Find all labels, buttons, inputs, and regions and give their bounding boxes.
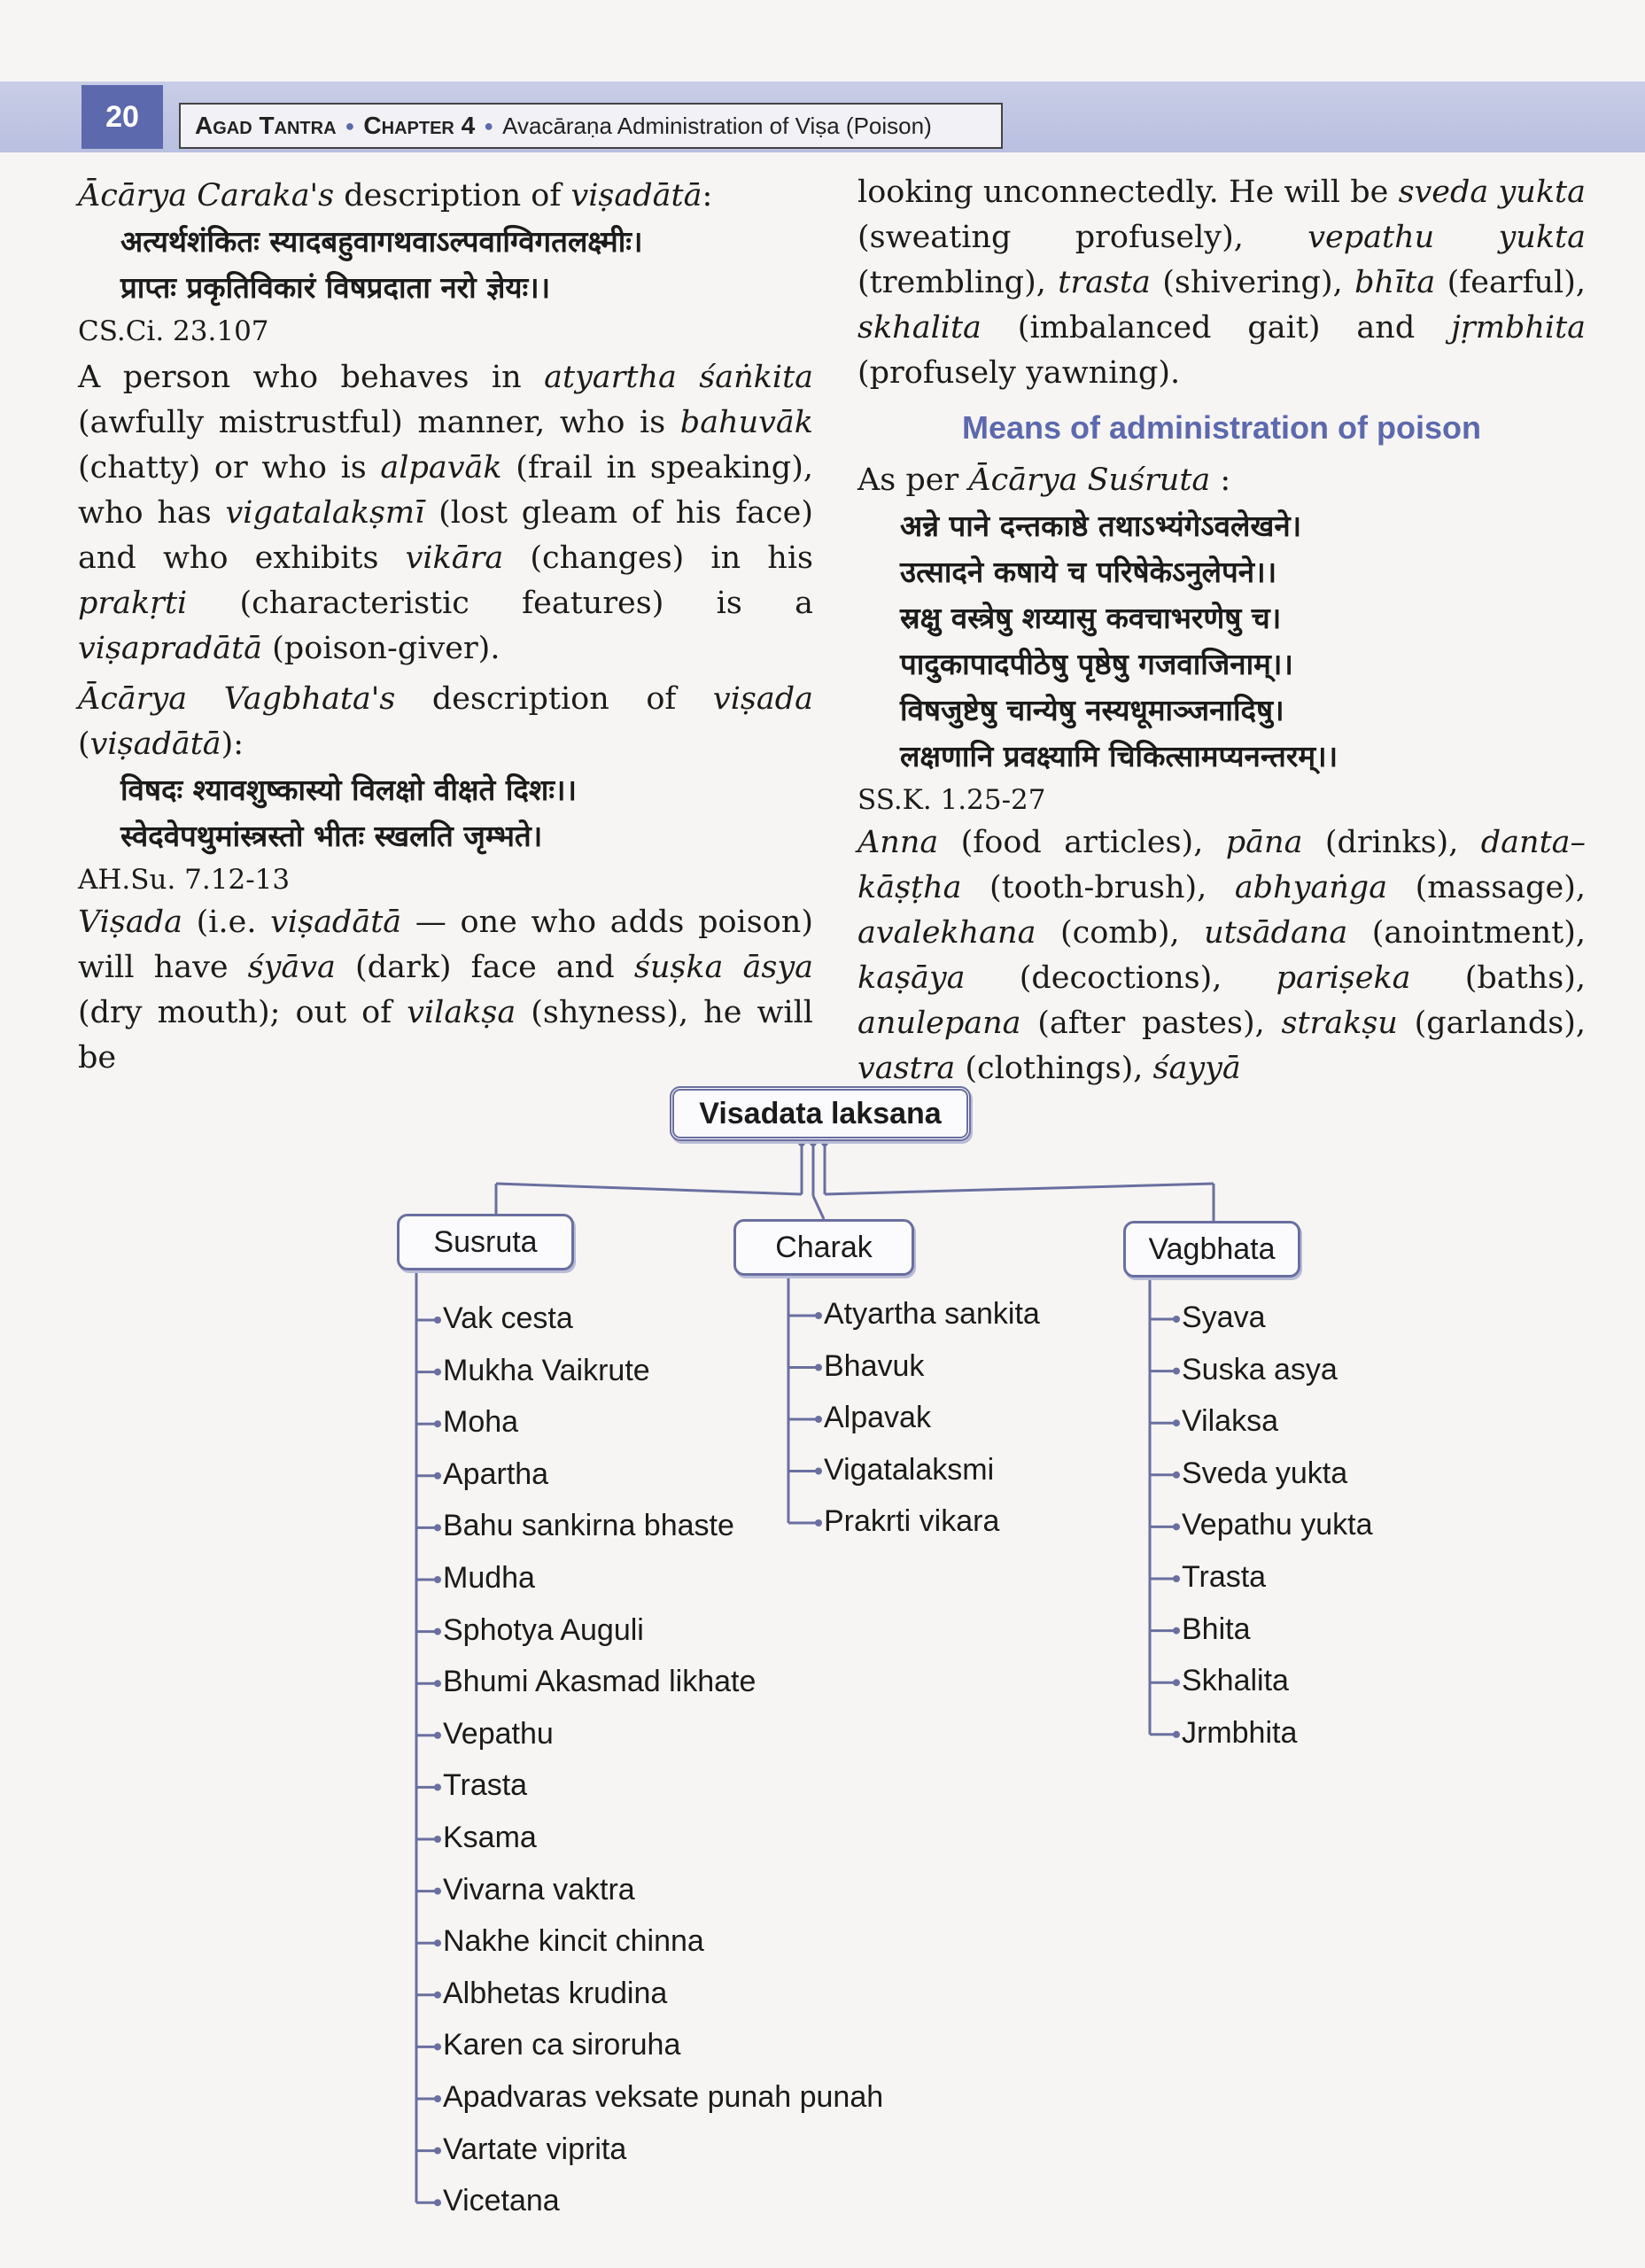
text-run: (characteristic features) is a [187, 586, 813, 621]
term-italic: vikāra [405, 540, 504, 576]
leaf-item: Bhita [1182, 1612, 1251, 1646]
left-column [78, 174, 813, 1081]
term-italic: jṛmbhita [1451, 310, 1586, 346]
leaf-item: Albhetas krudina [443, 1976, 668, 2010]
chapter-label: Chapter 4 [363, 112, 476, 139]
term-italic: viṣapradātā [78, 631, 263, 666]
text-run: (tooth-brush), [961, 870, 1235, 905]
term-italic: vilakṣa [407, 995, 516, 1030]
text-run: (baths), [1410, 960, 1586, 996]
term-italic: viṣadātā [270, 905, 402, 940]
connector-line [496, 1184, 802, 1194]
leaf-dot [434, 1680, 441, 1687]
paragraph-visapradata [78, 355, 813, 672]
paragraph-means [857, 820, 1586, 1091]
leaf-item: Syava [1182, 1301, 1266, 1334]
leaf-dot [434, 1576, 441, 1583]
text-run: (clothings), [955, 1051, 1153, 1086]
leaf-dot [434, 1317, 441, 1324]
leaf-item: Atyartha sankita [824, 1297, 1040, 1331]
leaf-dot [1173, 1419, 1180, 1426]
leaf-dot [815, 1364, 822, 1371]
sanskrit-verse-line: स्रक्षु वस्त्रेषु शय्यासु कवचाभरणेषु च। [900, 601, 1282, 635]
sanskrit-verse-line: पादुकापादपीठेषु पृष्ठेषु गजवाजिनाम्।। [900, 647, 1293, 681]
leaf-dot [1173, 1523, 1180, 1530]
branch-node-charak: Charak [733, 1219, 914, 1276]
text-run: (anointment), [1347, 915, 1586, 951]
term-italic: vigatalakṣmī [225, 495, 425, 531]
text-run: (imbalanced gait) and [981, 310, 1452, 346]
sanskrit-verse-line: लक्षणानि प्रवक्ष्यामि चिकित्सामप्यनन्तरम्।। [900, 739, 1339, 773]
text-run: (changes) in his [503, 540, 813, 576]
leaf-dot [434, 1732, 441, 1739]
text-run: looking unconnectedly. He will be [857, 175, 1399, 210]
leaf-dot [434, 1783, 441, 1790]
term-italic: prakṛti [78, 586, 188, 621]
sanskrit-verse-line: स्वेदवेपथुमांस्त्रस्तो भीतः स्खलति जृम्भते। [120, 819, 543, 853]
term-italic: śyāva [247, 950, 336, 985]
text-run: (food articles), [938, 825, 1226, 860]
term-italic: utsādana [1204, 915, 1348, 951]
leaf-dot [1173, 1575, 1180, 1582]
leaf-dot [434, 1939, 441, 1946]
term-italic: strakṣu [1281, 1006, 1398, 1041]
leaf-dot [1173, 1316, 1180, 1323]
connector-line [825, 1184, 1214, 1194]
text-run: (poison-giver). [262, 631, 500, 666]
term-italic: bahuvāk [679, 405, 813, 440]
term-italic: anulepana [857, 1006, 1021, 1041]
leaf-dot [434, 2043, 441, 2050]
text-run: (dark) face and [335, 950, 634, 985]
leaf-dot [434, 2095, 441, 2102]
connector-line [813, 1196, 824, 1219]
leaf-item: Suska asya [1182, 1352, 1338, 1386]
leaf-item: Trasta [1182, 1560, 1267, 1594]
paragraph-visada [78, 900, 813, 1081]
running-head [179, 103, 1003, 149]
leaf-dot [1173, 1472, 1180, 1479]
leaf-item: Jrmbhita [1182, 1715, 1298, 1750]
separator-dot-icon: ● [484, 116, 494, 135]
sanskrit-verse-line: उत्सादने कषाये च परिषेकेऽनुलेपने।। [900, 555, 1277, 589]
leaf-item: Trasta [443, 1768, 528, 1803]
term-italic: sveda yukta [1398, 175, 1586, 210]
text-run: (decoctions), [965, 960, 1276, 996]
leaf-dot [434, 1628, 441, 1635]
leaf-dot [434, 1472, 441, 1480]
text-run: (awfully mistrustful) manner, who is [78, 405, 680, 440]
term-italic: abhyaṅga [1234, 870, 1388, 905]
term-italic: Anna [857, 825, 939, 860]
leaf-item: Apadvaras veksate punah punah [443, 2080, 884, 2114]
leaf-dot [434, 2148, 441, 2155]
term-italic: trasta [1058, 265, 1151, 300]
text-run: (shivering), [1150, 265, 1355, 300]
term-italic: danta– kāṣṭha [857, 825, 1586, 905]
leaf-item: Vigatalaksmi [824, 1452, 995, 1487]
leaf-dot [815, 1468, 822, 1475]
text-run: (comb), [1036, 915, 1205, 951]
leaf-dot [434, 1992, 441, 1999]
leaf-item: Mukha Vaikrute [443, 1353, 650, 1387]
text-run: (frail in speaking), who has [78, 450, 813, 531]
text-run: (profusely yawning). [857, 355, 1181, 391]
term-italic: pāna [1225, 825, 1303, 860]
text-run: (fearful), [1435, 265, 1587, 300]
term-italic: alpavāk [380, 450, 502, 485]
leaf-item: Prakrti vikara [824, 1504, 1000, 1538]
term-italic: skhalita [857, 310, 982, 346]
leaf-dot [434, 2199, 441, 2206]
leaf-item: Bhavuk [824, 1348, 925, 1383]
term-italic: vepathu yukta [1307, 220, 1586, 255]
leaf-item: Skhalita [1182, 1664, 1289, 1698]
leaf-dot [434, 1836, 441, 1843]
sanskrit-verse-line: विषदः श्यावशुष्कास्यो विलक्षो वीक्षते दिशः।। [120, 773, 578, 807]
leaf-item: Apartha [443, 1456, 549, 1491]
leaf-item: Bahu sankirna bhaste [443, 1509, 734, 1543]
leaf-item: Vepathu [443, 1716, 554, 1751]
branch-node-susruta: Susruta [397, 1214, 574, 1270]
text-run: (i.e. [182, 905, 271, 940]
branch-node-vagbhata: Vagbhata [1123, 1221, 1300, 1278]
leaf-dot [1173, 1627, 1180, 1635]
text-run: (sweating profusely), [857, 220, 1308, 255]
text-run: (trembling), [857, 265, 1059, 300]
page-number: 20 [81, 85, 163, 149]
leaf-dot [815, 1519, 822, 1526]
leaf-dot [434, 1524, 441, 1531]
leaf-dot [815, 1416, 822, 1423]
sanskrit-verse [857, 503, 1586, 780]
term-italic: kaṣāya [857, 960, 966, 996]
leaf-dot [1173, 1679, 1180, 1686]
text-run: (chatty) or who is [78, 450, 381, 485]
citation: CS.Ci. 23.107 [78, 315, 269, 347]
text-run: (after pastes), [1020, 1006, 1282, 1041]
term-italic: atyartha śaṅkita [544, 360, 813, 395]
diagram-root-node: Visadata laksana [670, 1086, 971, 1141]
section-heading: Means of administration of poison [961, 409, 1482, 446]
term-italic: avalekhana [857, 915, 1036, 951]
term-italic: Viṣada [78, 905, 182, 940]
sanskrit-verse-line: प्राप्तः प्रकृतिविकारं विषप्रदाता नरो ज्ञेयः।। [120, 270, 551, 305]
book-title: Agad Tantra [195, 112, 337, 139]
sanskrit-verse-line: विषजुष्टेषु चान्येषु नस्यधूमाञ्जनादिषु। [900, 693, 1284, 727]
leaf-item: Moha [443, 1405, 519, 1440]
separator-dot-icon: ● [345, 116, 355, 135]
sanskrit-verse-line: अन्ने पाने दन्तकाष्ठे तथाऽभ्यंगेऽवलेखने। [900, 509, 1302, 543]
leaf-item: Karen ca siroruha [443, 2028, 681, 2062]
leaf-item: Sveda yukta [1182, 1456, 1348, 1490]
text-run: (garlands), [1397, 1006, 1586, 1041]
leaf-item: Vartate viprita [443, 2132, 627, 2166]
leaf-dot [1173, 1731, 1180, 1738]
leaf-item: Bhumi Akasmad likhate [443, 1665, 757, 1699]
leaf-item: Vivarna vaktra [443, 1872, 635, 1907]
citation: SS.K. 1.25-27 [857, 784, 1046, 816]
leaf-item: Vicetana [443, 2184, 560, 2218]
term-italic: śayyā [1152, 1051, 1241, 1086]
leaf-item: Sphotya Auguli [443, 1612, 644, 1647]
leaf-item: Mudha [443, 1561, 535, 1595]
term-italic: vastra [857, 1051, 956, 1086]
term-italic: śuṣka āsya [633, 950, 813, 985]
leaf-item: Vak cesta [443, 1301, 573, 1335]
leaf-item: Ksama [443, 1821, 537, 1854]
text-run: (massage), [1387, 870, 1586, 905]
leaf-dot [434, 1420, 441, 1427]
right-column [857, 174, 1586, 1091]
text-run: (dry mouth); out of [78, 995, 407, 1030]
term-italic: pariṣeka [1276, 960, 1411, 996]
term-italic: bhīta [1354, 265, 1436, 300]
chapter-title: Avacāraṇa Administration of Viṣa (Poison) [502, 112, 932, 139]
text-run: (drinks), [1302, 825, 1481, 860]
caraka-intro: Ācārya Caraka's description of viṣadātā: [78, 178, 713, 214]
leaf-dot [434, 1888, 441, 1895]
text-run: A person who behaves in [78, 360, 545, 395]
vagbhata-intro: Ācārya Vagbhata's description of viṣada (viṣadātā): [78, 681, 813, 762]
text-run: (shyness), he will be [78, 995, 813, 1076]
text-run: (lost gleam of his face) and who exhibits [78, 495, 813, 576]
leaf-item: Alpavak [824, 1401, 931, 1434]
leaf-item: Nakhe kincit chinna [443, 1924, 704, 1959]
citation: AH.Su. 7.12-13 [78, 864, 291, 896]
paragraph-symptoms [857, 170, 1586, 396]
leaf-dot [434, 1369, 441, 1376]
susruta-intro: As per Ācārya Suśruta : [857, 462, 1231, 498]
leaf-dot [1173, 1368, 1180, 1375]
leaf-item: Vepathu yukta [1182, 1508, 1373, 1542]
sanskrit-verse-line: अत्यर्थशंकितः स्यादबहुवागथवाऽल्पवाग्विगतलक्ष्मीः। [120, 224, 643, 259]
text-run: — one who adds poison) will have [78, 905, 813, 985]
leaf-item: Vilaksa [1182, 1404, 1278, 1439]
leaf-dot [815, 1312, 822, 1319]
visadata-laksana-diagram [0, 1063, 1645, 2250]
